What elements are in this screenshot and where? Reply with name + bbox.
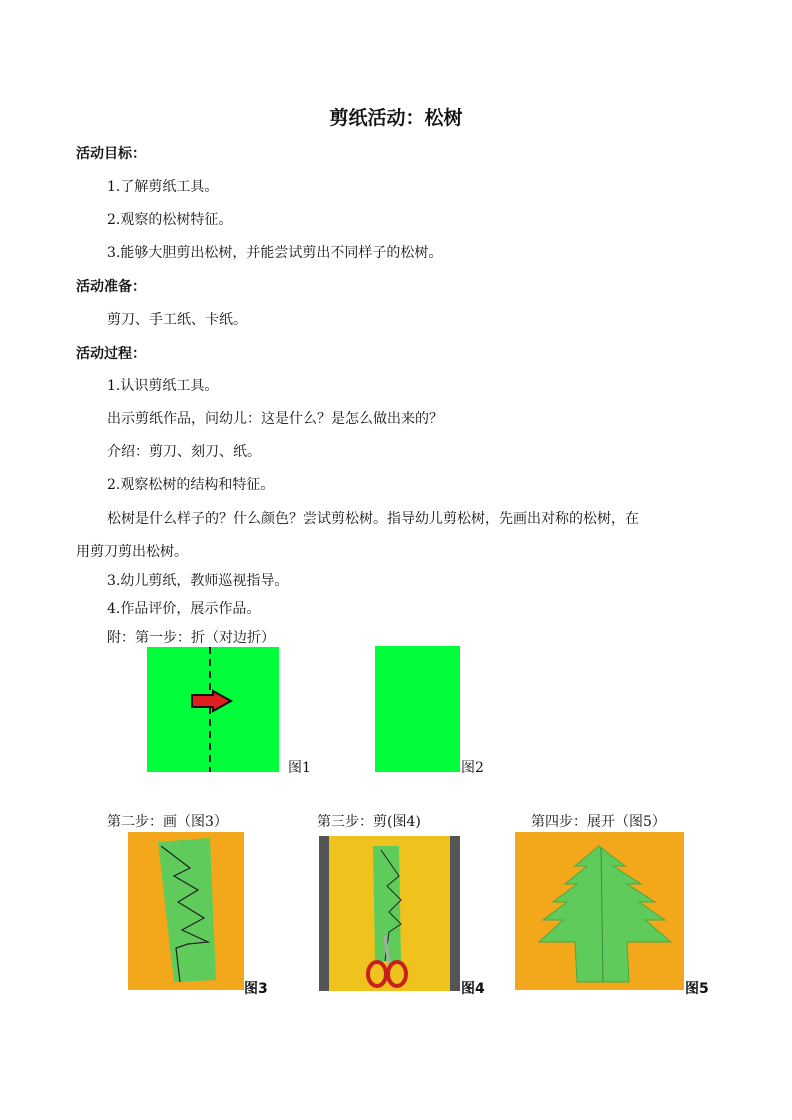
drawn-tree-icon bbox=[128, 832, 244, 990]
fig2-paper bbox=[375, 646, 460, 772]
prep-text: 剪刀、手工纸、卡纸。 bbox=[107, 312, 247, 328]
fig5-photo bbox=[515, 832, 684, 990]
goal-item: 2.观察的松树特征。 bbox=[107, 212, 233, 228]
process-line: 附：第一步：折（对边折） bbox=[107, 630, 275, 646]
process-line: 2.观察松树的结构和特征。 bbox=[107, 477, 275, 493]
goal-item: 3.能够大胆剪出松树，并能尝试剪出不同样子的松树。 bbox=[107, 245, 443, 261]
process-line: 3.幼儿剪纸，教师巡视指导。 bbox=[107, 573, 289, 589]
step4-label: 第四步：展开（图5） bbox=[531, 814, 666, 830]
process-line: 出示剪纸作品，问幼儿：这是什么？是怎么做出来的？ bbox=[107, 411, 443, 427]
fold-arrow-icon bbox=[147, 647, 279, 772]
process-heading: 活动过程： bbox=[76, 346, 146, 362]
goal-item: 1.了解剪纸工具。 bbox=[107, 179, 219, 195]
fig5-label: 图5 bbox=[685, 981, 709, 997]
fig1-label: 图1 bbox=[288, 760, 311, 776]
process-line: 介绍：剪刀、刻刀、纸。 bbox=[107, 444, 261, 460]
process-line: 4.作品评价，展示作品。 bbox=[107, 601, 261, 617]
fig4-photo bbox=[319, 836, 460, 991]
fig2-label: 图2 bbox=[461, 760, 484, 776]
goals-heading: 活动目标： bbox=[76, 146, 146, 162]
prep-heading: 活动准备： bbox=[76, 279, 146, 295]
fig3-photo bbox=[128, 832, 244, 990]
scissors-cutting-icon bbox=[319, 836, 460, 991]
step3-label: 第三步：剪(图4) bbox=[317, 814, 421, 830]
process-line: 1.认识剪纸工具。 bbox=[107, 378, 219, 394]
process-line: 松树是什么样子的？什么颜色？尝试剪松树。指导幼儿剪松树，先画出对称的松树，在 bbox=[107, 511, 639, 527]
page-title: 剪纸活动：松树 bbox=[329, 107, 463, 129]
step2-label: 第二步：画（图3） bbox=[107, 814, 228, 830]
pine-tree-icon bbox=[515, 832, 684, 990]
fig4-label: 图4 bbox=[461, 981, 485, 997]
process-line: 用剪刀剪出松树。 bbox=[76, 544, 188, 560]
fig1-paper bbox=[147, 647, 279, 772]
fig3-label: 图3 bbox=[244, 981, 268, 997]
